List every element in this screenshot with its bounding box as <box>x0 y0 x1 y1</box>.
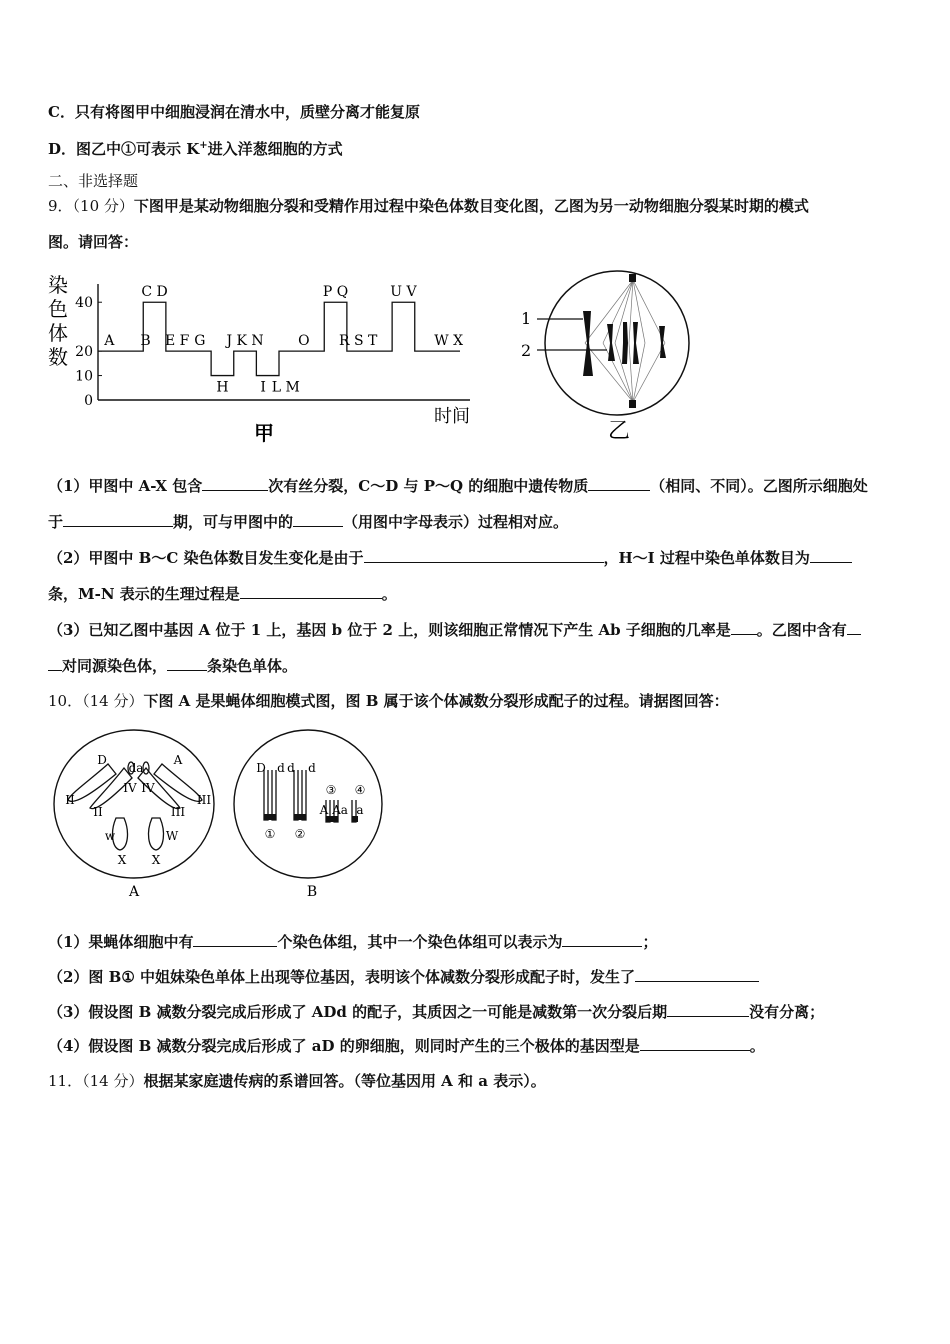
q10-number: 10．（14 分） <box>48 692 144 710</box>
y-axis-label-char: 色 <box>48 297 68 321</box>
q10-1c: ； <box>642 933 658 951</box>
q9-2c: 条，M-N 表示的生理过程是 <box>48 585 240 603</box>
segment-label: R S T <box>339 333 378 350</box>
gene-label-a: W <box>165 829 179 843</box>
chart-root <box>48 273 470 445</box>
blank-homologous-b[interactable] <box>48 656 62 671</box>
q9-2a: （2）甲图中 B～C 染色体数目发生变化是由于 <box>48 549 364 567</box>
q9-stem-2: 图。请回答： <box>48 233 139 251</box>
blank-crossing-over[interactable] <box>635 967 759 982</box>
q9-2d: 。 <box>381 585 397 603</box>
gene-label-b: ① <box>264 827 276 841</box>
blank-polar-bodies[interactable] <box>640 1036 750 1051</box>
cell-a-outline <box>54 730 214 878</box>
q11-text: 根据某家庭遗传病的系谱回答。（等位基因用 A 和 a 表示）。 <box>143 1072 546 1090</box>
segment-label: H <box>216 379 229 396</box>
y-tick-label: 0 <box>84 393 93 409</box>
q11-number: 11．（14 分） <box>48 1072 144 1090</box>
chromatid-2b <box>302 770 306 820</box>
gene-label-b: ② <box>294 827 306 841</box>
option-d-text: D．图乙中①可表示 K <box>48 140 200 158</box>
chromosome-1 <box>583 311 593 376</box>
gene-label-a: III <box>196 793 212 807</box>
label-1: 1 <box>521 309 532 328</box>
q9-1b: 次有丝分裂，C～D 与 P～Q 的细胞中遗传物质 <box>268 477 589 495</box>
segment-label: U V <box>390 284 417 301</box>
gene-label-b: d <box>277 761 285 775</box>
chromosome-II-left <box>68 764 116 801</box>
chromosome-3 <box>622 322 628 364</box>
gene-label-b: ④ <box>354 783 366 797</box>
q9-part1 <box>48 476 868 496</box>
blank-chromosome-sets[interactable] <box>193 932 277 947</box>
chromosome-4 <box>633 322 639 364</box>
caption-yi: 乙 <box>607 419 631 444</box>
q9-3a: （3）已知乙图中基因 A 位于 1 上，基因 b 位于 2 上，则该细胞正常情况下产生 Ab 子细胞的几率是 <box>48 621 731 639</box>
q11-stem <box>48 1071 546 1091</box>
chromatid-1b <box>272 770 276 820</box>
blank-set-expression[interactable] <box>562 932 642 947</box>
y-axis-label-char: 染 <box>48 273 68 297</box>
segment-label: C D <box>141 284 168 301</box>
q10-1b: 个染色体组，其中一个染色体组可以表示为 <box>277 933 563 951</box>
blank-probability[interactable] <box>731 620 757 635</box>
centromere-1 <box>264 814 276 820</box>
figure-jia <box>40 270 480 450</box>
gene-label-b: A <box>319 803 329 817</box>
label-2: 2 <box>521 341 532 360</box>
q10-part3 <box>48 1002 824 1022</box>
q9-1a: （1）甲图中 A-X 包含 <box>48 477 203 495</box>
fig-a-labels <box>65 753 211 867</box>
segment-label: I <box>260 379 266 396</box>
y-tick-label: 20 <box>75 344 93 361</box>
gene-label-b: d <box>308 761 316 775</box>
q9-3c: 对同源染色体， <box>62 657 168 675</box>
gene-label-b: Aa <box>332 803 348 817</box>
blank-bc-reason[interactable] <box>364 548 604 563</box>
y-axis-label-char: 数 <box>48 345 68 369</box>
gene-label-a: A <box>173 753 183 767</box>
gene-label-a: X <box>151 853 161 867</box>
q10-text: 下图 A 是果蝇体细胞模式图，图 B 属于该个体减数分裂形成配子的过程。请据图回答： <box>143 692 729 710</box>
q9-stem <box>48 196 809 216</box>
segment-label: L M <box>271 379 300 396</box>
chromatid-2a <box>294 770 298 820</box>
chromosome-5 <box>659 326 666 358</box>
chromosome-III-left <box>154 764 202 801</box>
gene-label-a: II <box>93 805 103 819</box>
q10-part1 <box>48 932 657 952</box>
q9-3d: 条染色单体。 <box>207 657 298 675</box>
blank-mitosis-count[interactable] <box>202 476 268 491</box>
q9-1f: （用图中字母表示）过程相对应。 <box>343 513 569 531</box>
q10-4b: 。 <box>749 1037 765 1055</box>
q10-3b: 没有分离； <box>749 1003 825 1021</box>
q10-1a: （1）果蝇体细胞中有 <box>48 933 194 951</box>
option-d-text-2: 进入洋葱细胞的方式 <box>207 140 343 158</box>
q9-part3-2 <box>48 656 297 676</box>
gene-label-a: X <box>117 853 127 867</box>
segment-label: W X <box>434 333 464 350</box>
segment-label: E F <box>164 333 190 350</box>
blank-phase[interactable] <box>63 512 173 527</box>
gene-label-a: IV <box>123 781 137 795</box>
centrosome-top <box>629 274 636 282</box>
segment-label: J K N <box>226 333 264 350</box>
series-line <box>98 302 460 375</box>
blank-mn-process[interactable] <box>240 584 382 599</box>
segment-label: A <box>104 333 115 350</box>
q9-number: 9．（10 分） <box>48 197 134 215</box>
figure-b <box>228 722 388 900</box>
centrosome-bottom <box>629 400 636 408</box>
q9-1e: 期，可与甲图中的 <box>173 513 294 531</box>
q10-4a: （4）假设图 B 减数分裂完成后形成了 aD 的卵细胞，则同时产生的三个极体的基因型是 <box>48 1037 640 1055</box>
blank-homologous-a[interactable] <box>847 620 861 635</box>
q9-text: 下图甲是某动物细胞分裂和受精作用过程中染色体数目变化图，乙图为另一动物细胞分裂某时期的模式 <box>133 197 809 215</box>
gene-label-a: da <box>128 761 144 775</box>
option-d-sup: + <box>199 140 208 151</box>
blank-chromatid-count[interactable] <box>810 548 852 563</box>
segment-label: G <box>194 333 206 350</box>
q10-part4 <box>48 1036 765 1056</box>
y-tick-label: 10 <box>75 368 93 385</box>
centromere-2 <box>294 814 306 820</box>
q9-1c: （相同、不同）。乙图所示细胞处 <box>650 477 868 495</box>
x-axis-label: 时间 <box>434 406 470 427</box>
gene-label-b: a <box>356 803 364 817</box>
figure-yi <box>515 266 695 446</box>
gene-label-b: d <box>287 761 295 775</box>
segment-label: B <box>140 333 151 350</box>
section-heading: 二、非选择题 <box>48 172 139 190</box>
q9-part1-2 <box>48 512 568 532</box>
gene-label-a: IV <box>141 781 155 795</box>
cell-membrane <box>545 271 689 415</box>
blank-chromatid-total[interactable] <box>167 656 207 671</box>
q10-part2 <box>48 967 759 987</box>
q9-2b: ，H～I 过程中染色单体数目为 <box>603 549 810 567</box>
gene-label-a: D <box>97 753 107 767</box>
y-axis-label-char: 体 <box>48 321 68 345</box>
q9-part3 <box>48 620 861 640</box>
q10-3a: （3）假设图 B 减数分裂完成后形成了 ADd 的配子，其质因之一可能是减数第一次分裂后期 <box>48 1003 668 1021</box>
blank-non-separation[interactable] <box>667 1002 749 1017</box>
q10-2a: （2）图 B① 中姐妹染色单体上出现等位基因，表明该个体减数分裂形成配子时，发生了 <box>48 968 636 986</box>
segment-label: P Q <box>322 284 349 301</box>
chromosome-X-right <box>149 818 164 850</box>
q9-part2-2 <box>48 584 397 604</box>
caption-b: B <box>306 884 318 900</box>
q9-3b: 。乙图中含有 <box>756 621 847 639</box>
q10-stem <box>48 691 729 711</box>
blank-genetic-material[interactable] <box>588 476 650 491</box>
chart-title: 甲 <box>254 421 274 445</box>
chromosome-2 <box>607 324 615 361</box>
q9-1d: 于 <box>48 513 64 531</box>
segment-label: O <box>298 333 310 350</box>
option-d <box>48 136 343 159</box>
gene-label-b: ③ <box>325 783 337 797</box>
q9-part2 <box>48 548 852 568</box>
y-tick-label: 40 <box>75 295 93 312</box>
gene-label-a: II <box>65 793 75 807</box>
figure-a <box>50 722 230 900</box>
gene-label-b: D <box>256 761 266 775</box>
blank-letters[interactable] <box>293 512 343 527</box>
caption-a: A <box>128 884 140 900</box>
chromatid-1a <box>264 770 268 820</box>
gene-label-a: w <box>104 829 116 843</box>
option-c: C．只有将图甲中细胞浸润在清水中，质壁分离才能复原 <box>48 103 420 121</box>
gene-label-a: III <box>170 805 186 819</box>
